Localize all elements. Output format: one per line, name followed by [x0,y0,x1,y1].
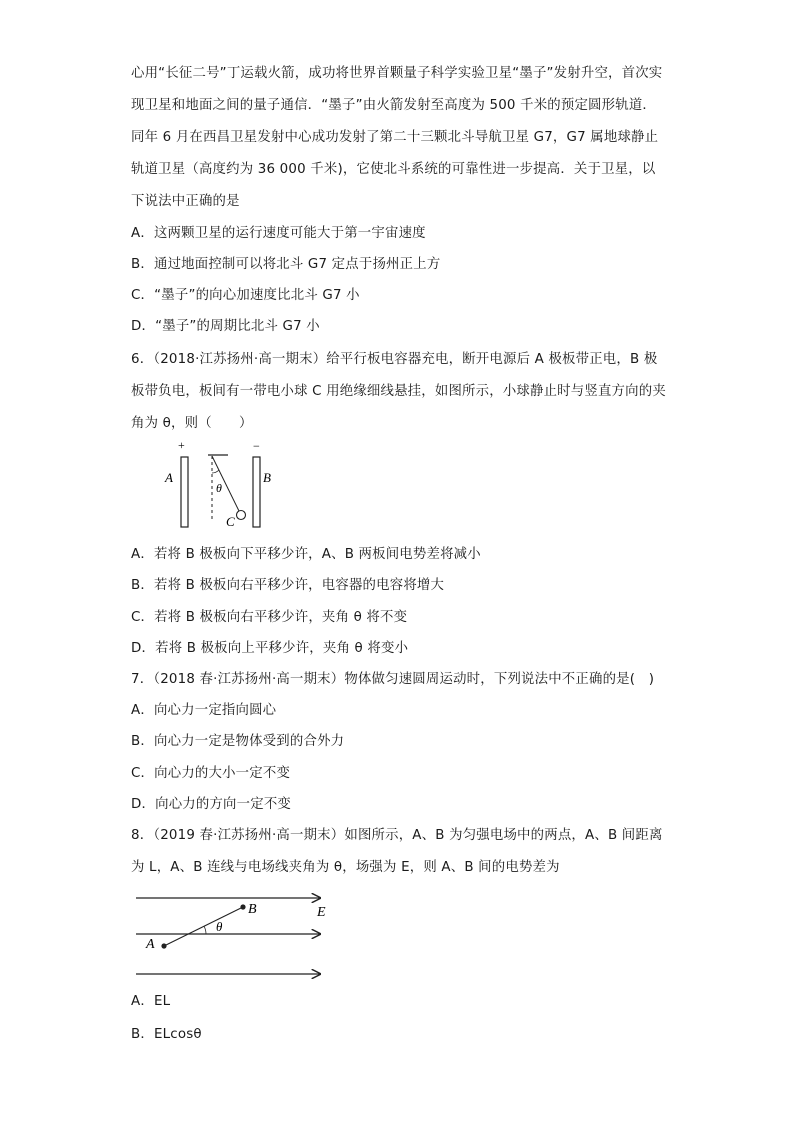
plate-b-label: B [263,470,271,485]
charged-ball [237,511,246,520]
capacitor-figure [160,440,280,535]
q5-option-b: B．通过地面控制可以将北斗 G7 定点于扬州正上方 [131,257,441,272]
q8-option-b: B．ELcosθ [131,1027,202,1042]
q5-option-c: C．“墨子”的向心加速度比北斗 G7 小 [131,288,360,303]
q8-stem: 8．（2019 春·江苏扬州·高一期末）如图所示，A、B 为匀强电场中的两点，A、B 间距离为 L，A、B 连线与电场线夹角为 θ，场强为 E，则 A、B 间的电势差为 [131,828,663,875]
plus-sign: + [178,440,185,452]
q7-option-c: C．向心力的大小一定不变 [131,766,291,781]
point-b [240,904,245,909]
plate-a [181,457,188,527]
point-b-label: B [248,902,257,917]
segment-ab [164,907,243,946]
q6-option-c: C．若将 B 极板向右平移少许，夹角 θ 将不变 [131,610,408,625]
q5-stem: 心用“长征二号”丁运载火箭，成功将世界首颗量子科学实验卫星“墨子”发射升空，首次实现卫星和地面之间的量子通信．“墨子”由火箭发射至高度为 500 千米的预定圆形轨道．同年 6 月在西昌卫星发射中心成功发射了第二十三颗北斗导航卫星 G7，G7 属地球静止轨道卫星（高度约为 36 000 千米)，它使北斗系统的可靠性进一步提高．关于卫星，以下说法中正确的是 [131,66,663,209]
q7-option-b: B．向心力一定是物体受到的合外力 [131,734,345,749]
q7-option-a: A．向心力一定指向圆心 [131,703,277,718]
field-label: E [317,905,326,920]
q7-option-d: D．向心力的方向一定不变 [131,797,292,812]
angle-label: θ [216,481,222,495]
angle-label-ab: θ [216,919,223,934]
minus-sign: − [253,440,260,453]
q6-option-a: A．若将 B 极板向下平移少许，A、B 两板间电势差将减小 [131,547,481,562]
ball-label: C [226,514,235,529]
q8-option-a: A．EL [131,994,171,1009]
q5-option-d: D．“墨子”的周期比北斗 G7 小 [131,319,320,334]
point-a-label: A [146,937,155,952]
q6-stem: 6．（2018·江苏扬州·高一期末）给平行板电容器充电，断开电源后 A 极板带正电，B 极板带负电，板间有一带电小球 C 用绝缘细线悬挂，如图所示，小球静止时与竖直方向的夹角为 θ，则（ ） [131,352,666,431]
plate-a-label: A [165,470,173,485]
q5-option-a: A．这两颗卫星的运行速度可能大于第一宇宙速度 [131,226,426,241]
q6-option-d: D．若将 B 极板向上平移少许，夹角 θ 将变小 [131,641,409,656]
angle-arc [212,470,219,473]
point-a [161,943,166,948]
plate-b [253,457,260,527]
q6-option-b: B．若将 B 极板向右平移少许，电容器的电容将增大 [131,578,445,593]
q7-stem: 7．（2018 春·江苏扬州·高一期末）物体做匀速圆周运动时，下列说法中不正确的是( ) [131,672,655,687]
electric-field-figure [132,890,342,990]
angle-arc-ab [204,926,206,934]
